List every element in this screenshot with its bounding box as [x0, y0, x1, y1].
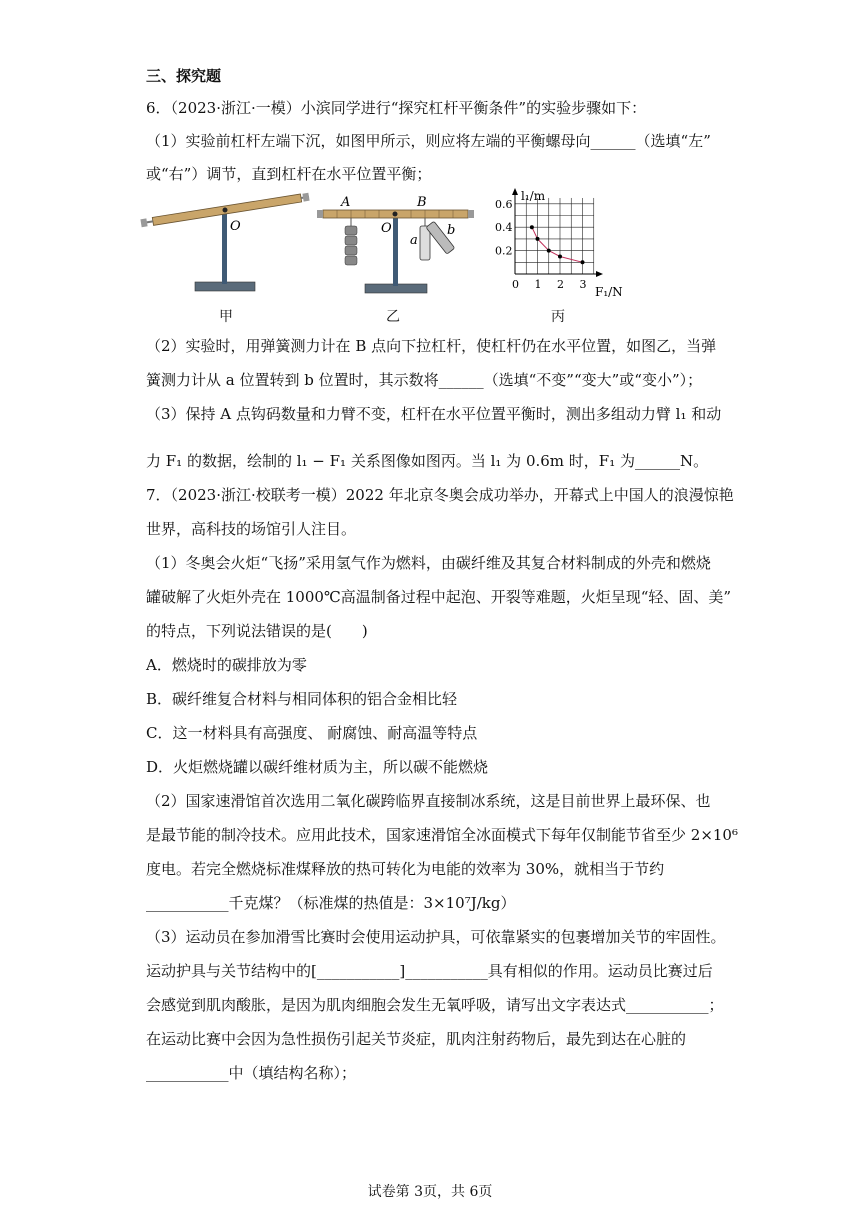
- q7-part3-line3: 会感觉到肌肉酸胀，是因为肌肉细胞会发生无氧呼吸，请写出文字表达式___________；: [146, 996, 724, 1014]
- graph-y-tick: 0.6: [495, 197, 513, 211]
- figure-c-caption: 丙: [551, 309, 565, 325]
- q7-option-d: D．火炬燃烧罐以碳纤维材质为主，所以碳不能燃烧: [146, 758, 489, 776]
- q6-part2-line2: 簧测力计从 a 位置转到 b 位置时，其示数将______（选填“不变”“变大”或“变小”）；: [146, 371, 703, 389]
- q7-part1-line3: 的特点，下列说法错误的是( ): [146, 622, 368, 640]
- q7-option-b: B．碳纤维复合材料与相同体积的铝合金相比轻: [146, 690, 458, 708]
- q7-stem-line1: 7．（2023·浙江·校联考一模）2022 年北京冬奥会成功举办，开幕式上中国人的浪漫惊艳: [146, 486, 734, 504]
- q7-part3-line2: 运动护具与关节结构中的[___________]___________具有相似的作用。运动员比赛过后: [146, 962, 713, 980]
- q7-part2-line4: ___________千克煤？（标准煤的热值是：3×10⁷J/kg）: [146, 894, 516, 912]
- figure-c-graph: [495, 186, 630, 306]
- figure-a-caption: 甲: [219, 309, 233, 325]
- q7-part2-line3: 度电。若完全燃烧标准煤释放的热可转化为电能的效率为 30%，就相当于节约: [146, 860, 665, 878]
- graph-y-arrow: [512, 188, 518, 195]
- figure-b-level-lever: [315, 192, 475, 304]
- q7-part3-line1: （3）运动员在参加滑雪比赛时会使用运动护具，可依靠紧实的包裹增加关节的牢固性。: [146, 928, 726, 946]
- figure-b-label-o: O: [381, 221, 392, 236]
- graph-x-label: F₁/N: [595, 285, 623, 299]
- q6-part2-line1: （2）实验时，用弹簧测力计在 B 点向下拉杠杆，使杠杆仍在水平位置，如图乙，当弹: [146, 337, 717, 355]
- graph-x-tick: 3: [579, 278, 587, 291]
- graph-x-arrow: [596, 271, 603, 277]
- q7-part3-line4: 在运动比赛中会因为急性损伤引起关节炎症，肌肉注射药物后，最先到达在心脏的: [146, 1030, 687, 1048]
- q6-stem: 6．（2023·浙江·一模）小滨同学进行“探究杠杆平衡条件”的实验步骤如下：: [146, 99, 647, 117]
- graph-point: [530, 225, 534, 229]
- figure-a-label-o: O: [230, 219, 241, 234]
- graph-curve: [532, 227, 583, 262]
- graph-point: [581, 260, 585, 264]
- q6-part3-line2: 力 F₁ 的数据，绘制的 l₁ − F₁ 关系图像如图丙。当 l₁ 为 0.6m 时，F₁ 为______N。: [146, 452, 709, 470]
- q7-option-c: C．这一材料具有高强度、 耐腐蚀、耐高温等特点: [146, 724, 478, 742]
- figure-b-label-b-pos: b: [447, 223, 456, 238]
- q6-part1-line1: （1）实验前杠杆左端下沉，如图甲所示，则应将左端的平衡螺母向______（选填“左”: [146, 132, 711, 150]
- q7-part2-line1: （2）国家速滑馆首次选用二氧化碳跨临界直接制冰系统，这是目前世界上最环保、也: [146, 792, 711, 810]
- graph-x-tick: 2: [557, 278, 564, 291]
- q7-part3-line5: ___________中（填结构名称）；: [146, 1064, 357, 1082]
- graph-point: [547, 249, 551, 253]
- q7-part1-line1: （1）冬奥会火炬“飞扬”采用氢气作为燃料，由碳纤维及其复合材料制成的外壳和燃烧: [146, 554, 711, 572]
- page-footer: 试卷第 3页，共 6页: [367, 1184, 493, 1200]
- q7-stem-line2: 世界，高科技的场馆引人注目。: [146, 520, 357, 538]
- graph-x-tick: 1: [534, 278, 542, 291]
- q7-part1-line2: 罐破解了火炬外壳在 1000℃高温制备过程中起泡、开裂等难题，火炬呈现“轻、固、美”: [146, 588, 732, 606]
- graph-point: [558, 254, 562, 258]
- graph-y-label: l₁/m: [521, 189, 546, 203]
- section-title: 三、探究题: [146, 67, 222, 85]
- graph-y-tick: 0.4: [495, 221, 513, 235]
- figure-a-tilted-lever: [140, 190, 310, 300]
- graph-point: [536, 237, 540, 241]
- figure-b-label-a-pos: a: [410, 233, 418, 248]
- graph-y-tick: 0.2: [495, 244, 513, 258]
- figure-b-label-a-point: A: [341, 195, 351, 210]
- q7-part2-line2: 是最节能的制冷技术。应用此技术，国家速滑馆全冰面模式下每年仅制能节省至少 2×10⁶: [146, 826, 738, 844]
- figure-b-caption: 乙: [386, 309, 400, 325]
- figure-b-label-b-point: B: [417, 195, 427, 210]
- q6-part3-line1: （3）保持 A 点钩码数量和力臂不变，杠杆在水平位置平衡时，测出多组动力臂 l₁ 和动: [146, 405, 722, 423]
- graph-x-tick: 0: [512, 278, 519, 291]
- q6-part1-line2: 或“右”）调节，直到杠杆在水平位置平衡；: [146, 165, 432, 183]
- q7-option-a: A．燃烧时的碳排放为零: [146, 656, 307, 674]
